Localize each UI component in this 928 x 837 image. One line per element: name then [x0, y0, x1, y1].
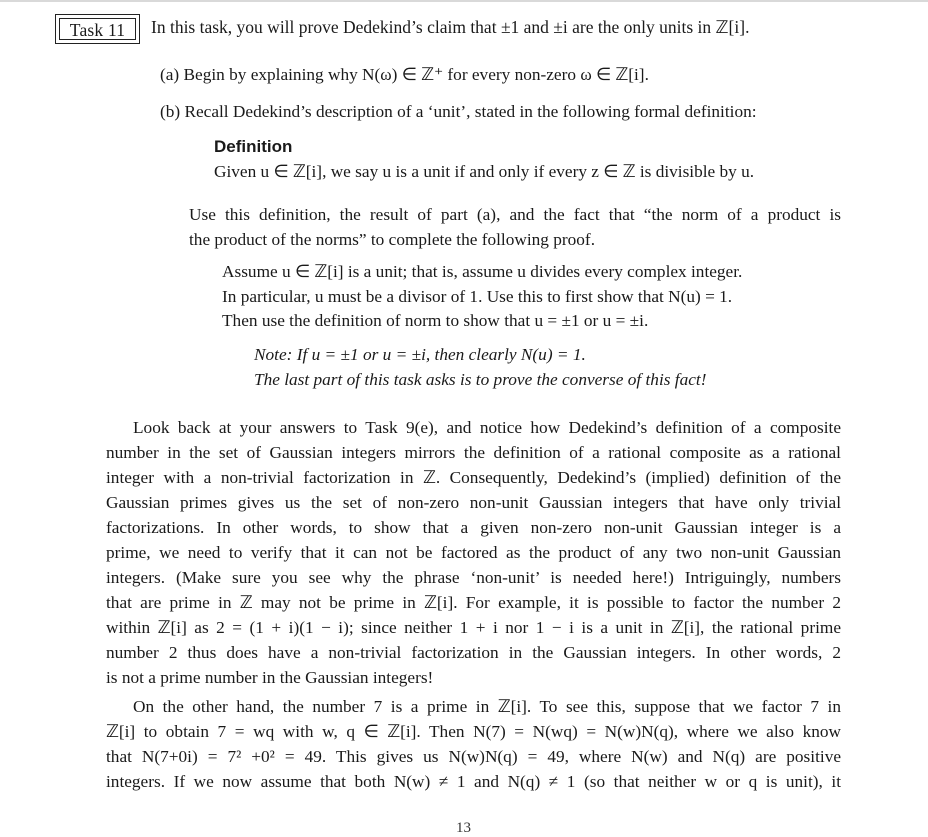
- paragraph-1-line: within ℤ[i] as 2 = (1 + i)(1 − i); since neither 1 + i nor 1 − i is a unit in ℤ[i], the rational prime: [106, 618, 841, 637]
- paragraph-1-line: factorizations. In other words, to show that a given non-zero non-unit Gaussian integer is a: [106, 518, 841, 537]
- paragraph-1-line: that are prime in ℤ may not be prime in ℤ[i]. For example, it is possible to factor the number 2: [106, 593, 841, 612]
- paragraph-1-line: is not a prime number in the Gaussian integers!: [106, 668, 434, 687]
- paragraph-2-line: ℤ[i] to obtain 7 = wq with w, q ∈ ℤ[i]. Then N(7) = N(wq) = N(w)N(q), where we also know: [106, 722, 841, 741]
- paragraph-1-line: Look back at your answers to Task 9(e), and notice how Dedekind’s definition of a composite: [133, 418, 841, 437]
- paragraph-1-line: prime, we need to verify that it can not be factored as the product of any two non-unit Gaussian: [106, 543, 841, 562]
- task-intro: In this task, you will prove Dedekind’s claim that ±1 and ±i are the only units in ℤ[i].: [151, 17, 750, 37]
- note-line-1: Note: If u = ±1 or u = ±i, then clearly N(u) = 1.: [254, 345, 586, 364]
- page-number: 13: [456, 820, 471, 836]
- definition-heading: Definition: [214, 137, 293, 156]
- task-label: Task 11: [59, 18, 136, 40]
- paragraph-2-line: that N(7+0i) = 7² +0² = 49. This gives us N(w)N(q) = 49, where N(w) and N(q) are positive: [106, 747, 841, 766]
- definition-text: Given u ∈ ℤ[i], we say u is a unit if and only if every z ∈ ℤ is divisible by u.: [214, 162, 755, 181]
- proof-line-3: Then use the definition of norm to show that u = ±1 or u = ±i.: [222, 311, 649, 330]
- paragraph-1-line: integer with a non-trivial factorization in ℤ. Consequently, Dedekind’s (implied) definition of the: [106, 468, 841, 487]
- note-line-2: The last part of this task asks is to prove the converse of this fact!: [254, 370, 707, 389]
- part-a: (a) Begin by explaining why N(ω) ∈ ℤ⁺ for every non-zero ω ∈ ℤ[i].: [160, 65, 649, 84]
- paragraph-2-line: On the other hand, the number 7 is a prime in ℤ[i]. To see this, suppose that we factor 7 in: [133, 697, 841, 716]
- paragraph-1-line: number in the set of Gaussian integers mirrors the definition of a rational composite as a rational: [106, 443, 841, 462]
- instructions-line-1: Use this definition, the result of part (a), and the fact that “the norm of a product is: [189, 205, 841, 224]
- paragraph-1-line: integers. (Make sure you see why the phrase ‘non-unit’ is needed here!) Intriguingly, numbers: [106, 568, 841, 587]
- paragraph-2-line: integers. If we now assume that both N(w) ≠ 1 and N(q) ≠ 1 (so that neither w or q is unit), it: [106, 772, 841, 791]
- proof-line-2: In particular, u must be a divisor of 1. Use this to first show that N(u) = 1.: [222, 287, 733, 306]
- proof-line-1: Assume u ∈ ℤ[i] is a unit; that is, assume u divides every complex integer.: [222, 262, 743, 281]
- page-top-edge: [0, 0, 928, 2]
- task-header: [55, 14, 895, 46]
- task-label-box: [55, 14, 140, 44]
- paragraph-1-line: number 2 thus does have a non-trivial factorization in the Gaussian integers. In other words, 2: [106, 643, 841, 662]
- instructions-line-2: the product of the norms” to complete the following proof.: [189, 230, 596, 249]
- paragraph-1-line: Gaussian primes gives us the set of non-zero non-unit Gaussian integers that have only trivial: [106, 493, 841, 512]
- part-b: (b) Recall Dedekind’s description of a ‘unit’, stated in the following formal definition:: [160, 102, 757, 121]
